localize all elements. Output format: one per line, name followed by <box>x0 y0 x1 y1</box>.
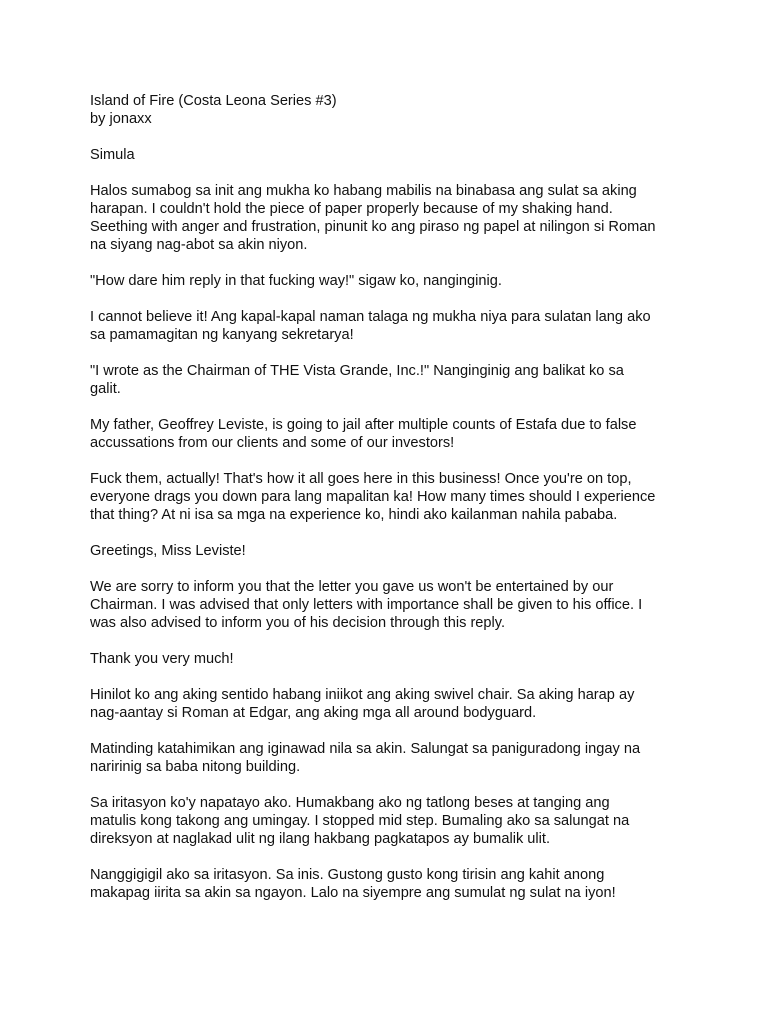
paragraph <box>90 470 690 524</box>
paragraph-line: nag-aantay si Roman at Edgar, ang aking mga all around bodyguard. <box>90 705 537 721</box>
paragraph-line: was also advised to inform you of his decision through this reply. <box>90 615 506 631</box>
paragraph-line: "I wrote as the Chairman of THE Vista Grande, Inc.!" Nanginginig ang balikat ko sa <box>90 363 624 379</box>
document-body <box>90 182 690 902</box>
paragraph <box>90 308 690 344</box>
chapter-heading: Simula <box>90 147 135 163</box>
paragraph-line: everyone drags you down para lang mapalitan ka! How many times should I experience <box>90 489 656 505</box>
paragraph-line: Sa iritasyon ko'y napatayo ako. Humakbang ako ng tatlong beses at tanging ang <box>90 795 610 811</box>
paragraph-line: direksyon at naglakad ulit ng ilang hakbang pagkatapos ay bumalik ulit. <box>90 831 551 847</box>
paragraph <box>90 272 690 290</box>
paragraph <box>90 686 690 722</box>
paragraph-line: Fuck them, actually! That's how it all goes here in this business! Once you're on top, <box>90 471 632 487</box>
paragraph-line: accussations from our clients and some of our investors! <box>90 435 455 451</box>
document-header <box>90 92 690 128</box>
paragraph-line: sa pamamagitan ng kanyang sekretarya! <box>90 327 354 343</box>
paragraph <box>90 416 690 452</box>
paragraph-line: Chairman. I was advised that only letters with importance shall be given to his office. I <box>90 597 643 613</box>
paragraph-line: makapag iirita sa akin sa ngayon. Lalo na siyempre ang sumulat ng sulat na iyon! <box>90 885 616 901</box>
paragraph-line: matulis kong takong ang umingay. I stopped mid step. Bumaling ako sa salungat na <box>90 813 630 829</box>
paragraph-line: galit. <box>90 381 121 397</box>
document-author: by jonaxx <box>90 111 152 127</box>
paragraph-line: We are sorry to inform you that the letter you gave us won't be entertained by our <box>90 579 614 595</box>
paragraph-line: Thank you very much! <box>90 651 234 667</box>
paragraph-line: Greetings, Miss Leviste! <box>90 543 246 559</box>
paragraph <box>90 362 690 398</box>
paragraph <box>90 542 690 560</box>
paragraph-line: My father, Geoffrey Leviste, is going to jail after multiple counts of Estafa due to false <box>90 417 637 433</box>
paragraph-line: Hinilot ko ang aking sentido habang iniikot ang aking swivel chair. Sa aking harap ay <box>90 687 635 703</box>
paragraph <box>90 866 690 902</box>
document-page <box>90 92 690 920</box>
paragraph <box>90 794 690 848</box>
paragraph-line: that thing? At ni isa sa mga na experience ko, hindi ako kailanman nahila pababa. <box>90 507 618 523</box>
paragraph-line: I cannot believe it! Ang kapal-kapal naman talaga ng mukha niya para sulatan lang ako <box>90 309 651 325</box>
paragraph-line: Halos sumabog sa init ang mukha ko habang mabilis na binabasa ang sulat sa aking <box>90 183 637 199</box>
paragraph <box>90 740 690 776</box>
paragraph-line: harapan. I couldn't hold the piece of paper properly because of my shaking hand. <box>90 201 613 217</box>
paragraph-line: naririnig sa baba nitong building. <box>90 759 301 775</box>
paragraph-line: na siyang nag-abot sa akin niyon. <box>90 237 308 253</box>
paragraph <box>90 650 690 668</box>
paragraph-line: Seething with anger and frustration, pinunit ko ang piraso ng papel at nilingon si Roman <box>90 219 656 235</box>
paragraph <box>90 182 690 254</box>
paragraph-line: "How dare him reply in that fucking way!" sigaw ko, nanginginig. <box>90 273 502 289</box>
paragraph-line: Nanggigigil ako sa iritasyon. Sa inis. Gustong gusto kong tirisin ang kahit anong <box>90 867 605 883</box>
paragraph-line: Matinding katahimikan ang iginawad nila sa akin. Salungat sa paniguradong ingay na <box>90 741 641 757</box>
document-title: Island of Fire (Costa Leona Series #3) <box>90 93 337 109</box>
paragraph <box>90 578 690 632</box>
